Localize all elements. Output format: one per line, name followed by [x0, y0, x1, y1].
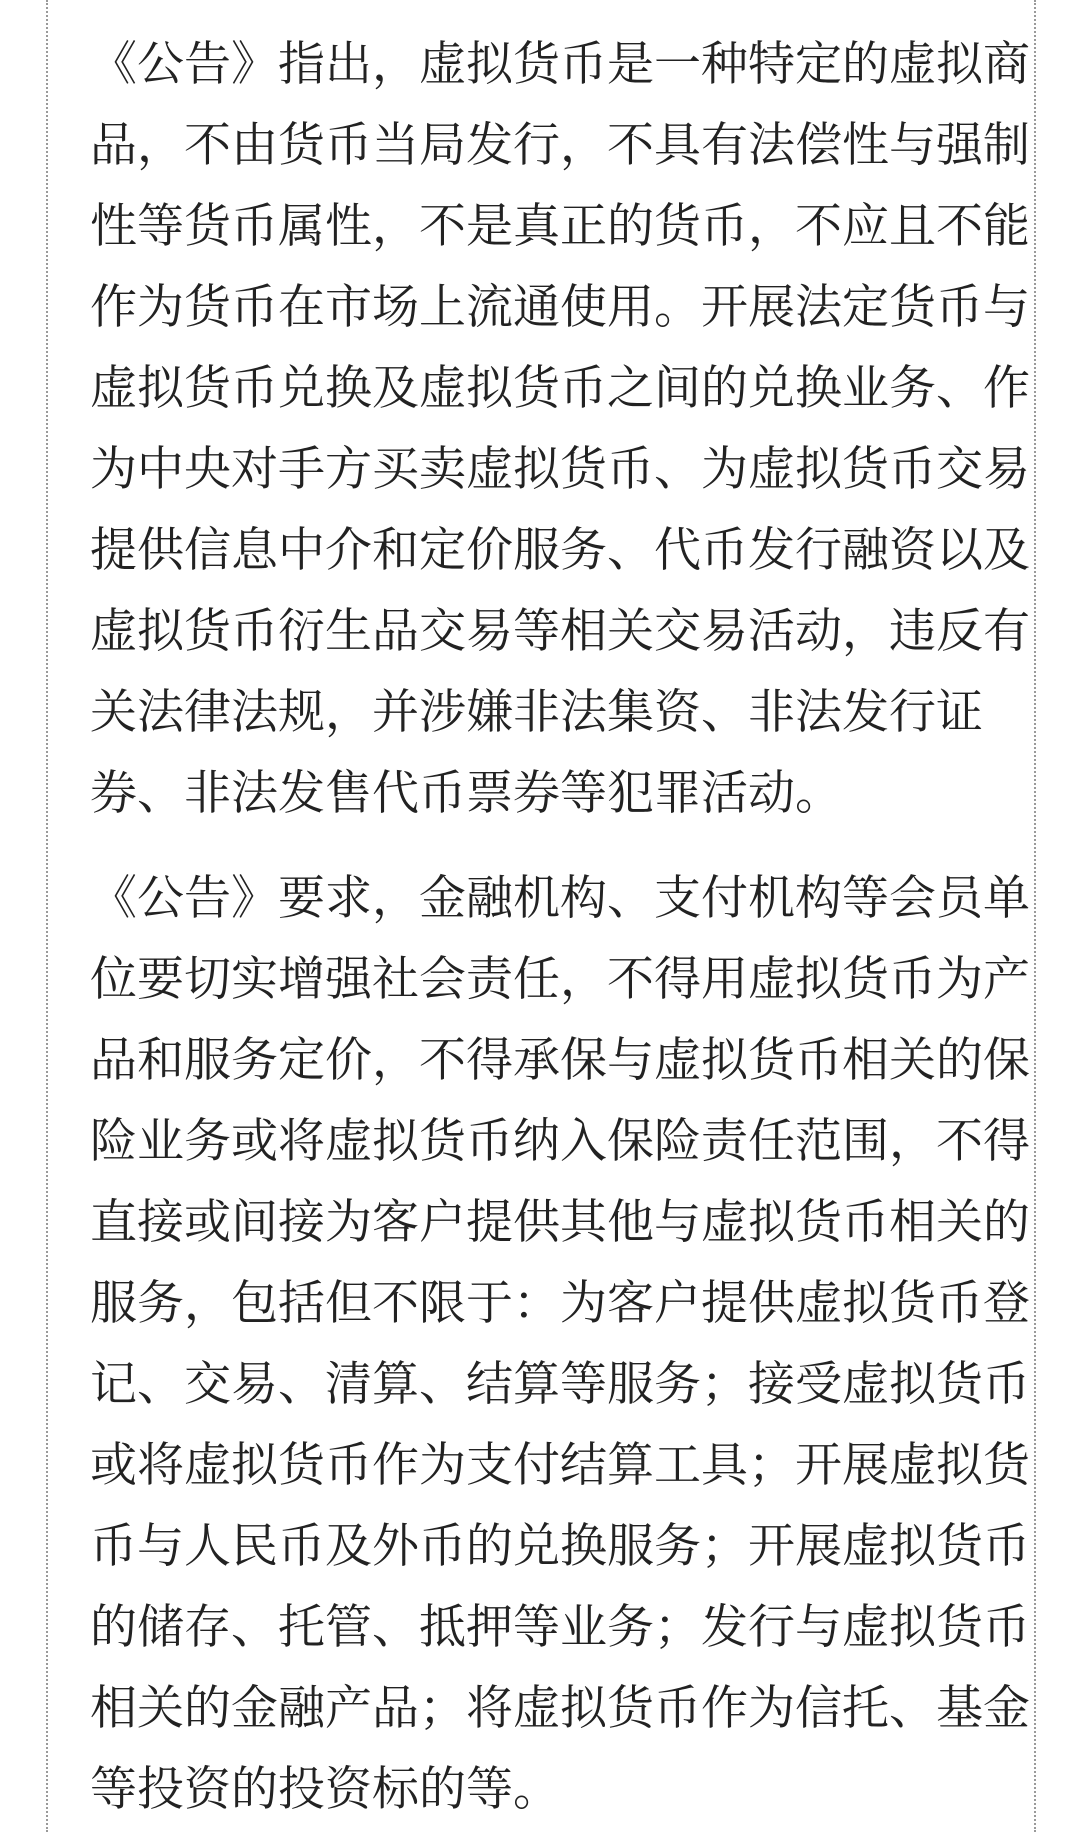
paragraph-2-line: 服务，包括但不限于：为客户提供虚拟货币登: [90, 1276, 1030, 1331]
paragraph-2-line: 记、交易、清算、结算等服务；接受虚拟货币: [90, 1357, 1030, 1412]
paragraph-2-line: 的储存、托管、抵押等业务；发行与虚拟货币: [90, 1600, 1030, 1655]
paragraph-2: [90, 858, 1030, 1830]
paragraph-1-line: 虚拟货币兑换及虚拟货币之间的兑换业务、作: [90, 361, 1030, 416]
paragraph-1-line: 性等货币属性，不是真正的货币，不应且不能: [90, 199, 1030, 254]
paragraph-2-line: 或将虚拟货币作为支付结算工具；开展虚拟货: [90, 1438, 1030, 1493]
paragraph-2-line: 直接或间接为客户提供其他与虚拟货币相关的: [90, 1195, 1030, 1250]
paragraph-1-line: 作为货币在市场上流通使用。开展法定货币与: [90, 280, 1030, 335]
article-body: [90, 24, 1030, 1830]
paragraph-2-line: 等投资的投资标的等。: [90, 1762, 560, 1817]
paragraph-1-line: 提供信息中介和定价服务、代币发行融资以及: [90, 523, 1030, 578]
paragraph-1-line: 品，不由货币当局发行，不具有法偿性与强制: [90, 118, 1030, 173]
paragraph-2-line: 《公告》要求，金融机构、支付机构等会员单: [90, 871, 1030, 926]
paragraph-2-line: 相关的金融产品；将虚拟货币作为信托、基金: [90, 1681, 1030, 1736]
paragraph-2-line: 险业务或将虚拟货币纳入保险责任范围，不得: [90, 1114, 1030, 1169]
paragraph-1-line: 《公告》指出，虚拟货币是一种特定的虚拟商: [90, 37, 1030, 92]
paragraph-2-line: 币与人民币及外币的兑换服务；开展虚拟货币: [90, 1519, 1030, 1574]
paragraph-1-line: 关法律法规，并涉嫌非法集资、非法发行证: [90, 685, 983, 740]
paragraph-1-line: 券、非法发售代币票券等犯罪活动。: [90, 766, 842, 821]
paragraph-2-line: 品和服务定价，不得承保与虚拟货币相关的保: [90, 1033, 1030, 1088]
paragraph-2-line: 位要切实增强社会责任，不得用虚拟货币为产: [90, 952, 1030, 1007]
paragraph-1-line: 虚拟货币衍生品交易等相关交易活动，违反有: [90, 604, 1030, 659]
paragraph-1: [90, 24, 1030, 834]
paragraph-spacer: [90, 834, 1000, 858]
paragraph-1-line: 为中央对手方买卖虚拟货币、为虚拟货币交易: [90, 442, 1030, 497]
